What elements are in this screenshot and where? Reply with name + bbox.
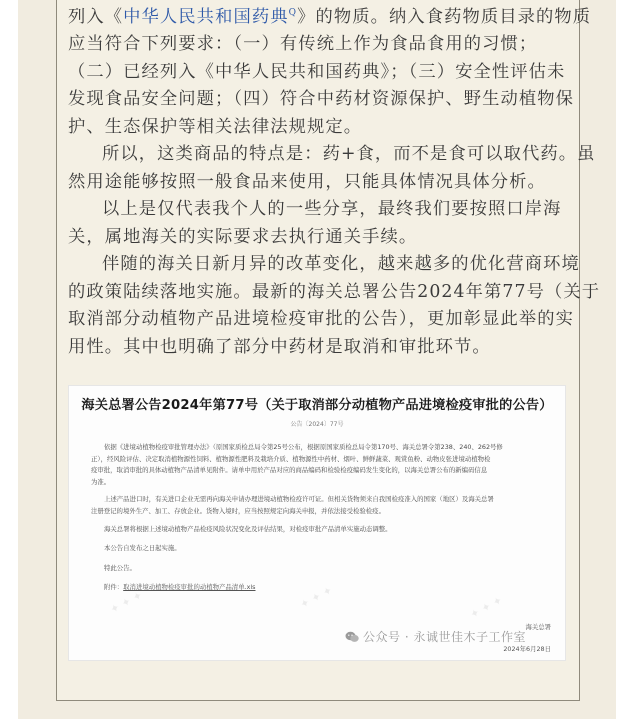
p2-line-1: 所以，这类商品的特点是：药+食，而不是食可以取代药。虽 bbox=[102, 144, 596, 165]
notice-title: 海关总署公告2024年第77号（关于取消部分动植物产品进境检疫审批的公告） bbox=[81, 398, 553, 413]
notice-code: 公告〔2024〕77号 bbox=[290, 421, 344, 428]
paragraph-2 bbox=[68, 141, 596, 196]
search-hint-marker[interactable]: Q bbox=[288, 8, 298, 18]
p3-line-1: 以上是仅代表我个人的一些分享，最终我们要按照口岸海 bbox=[102, 199, 562, 220]
notice-para-2: 上述产品进口时，有关进口企业无需再向海关申请办理进境动植物检疫许可证。但相关货物须来自我国检疫准入的国家（地区）及海关总署 注册登记的境外生产、加工、存放企业。货物入境时，应当按照规定向海关申报，并依法接受检验检疫。 bbox=[91, 495, 494, 515]
faint-stamp-left: ✦ ✦ ✦ bbox=[107, 588, 145, 617]
p3-line-2: 关，属地海关的实际要求去执行通关手续。 bbox=[68, 226, 418, 247]
sign-date: 2024年6月28日 bbox=[503, 645, 551, 653]
notice-body bbox=[91, 442, 551, 594]
notice-para-3: 海关总署将根据上述境动植物产品检疫风险状况变化及评估结果，对检疫审批产品清单实施动态调整。 bbox=[104, 524, 392, 533]
faint-stamp-right: ✦ ✦ ✦ bbox=[467, 593, 505, 622]
wechat-watermark: 公众号 · 永诚世佳木子工作室 bbox=[345, 628, 526, 645]
faint-stamp-mid: ✦ ✦ ✦ bbox=[297, 583, 335, 612]
p4-line-1: 伴随的海关日新月异的改革变化，越来越多的优化营商环境 bbox=[102, 254, 580, 275]
sign-org: 海关总署 bbox=[525, 623, 551, 631]
p4-line-3: 取消部分动植物产品进境检疫审批的公告），更加彰显此举的实 bbox=[68, 309, 575, 330]
pharmacopoeia-link[interactable]: 中华人民共和国药典 bbox=[123, 6, 289, 27]
notice-para-5: 特此公告。 bbox=[104, 563, 136, 572]
p1-line-3: （二）已经列入《中华人民共和国药典》；（三）安全性评估未 bbox=[68, 61, 566, 82]
p1-line-5: 护、生态保护等相关法律法规规定。 bbox=[68, 116, 363, 137]
p4-line-2: 的政策陆续落地实施。最新的海关总署公告2024年第77号（关于 bbox=[68, 281, 601, 302]
notice-image[interactable] bbox=[68, 385, 566, 661]
notice-attachment: 附件：取消进境动植物检疫审批的动植物产品清单.xls bbox=[104, 583, 256, 592]
p1-line-1: 列入《中华人民共和国药典$^Q$》的物质。纳入食药物质目录的物质 bbox=[68, 6, 592, 27]
p4-line-4: 用性。其中也明确了部分中药材是取消和审批环节。 bbox=[68, 336, 491, 357]
paragraph-3 bbox=[68, 196, 566, 251]
article-body bbox=[68, 0, 601, 361]
attachment-link[interactable]: 取消进境动植物检疫审批的动植物产品清单.xls bbox=[123, 583, 256, 592]
p1-line-2: 应当符合下列要求：（一）有传统上作为食品食用的习惯； bbox=[68, 34, 538, 55]
p2-line-2: 然用途能够按照一般食品来使用，只能具体情况具体分析。 bbox=[68, 171, 546, 192]
paragraph-1 bbox=[68, 0, 592, 141]
notice-para-4: 本公告自发布之日起实施。 bbox=[104, 544, 181, 553]
paragraph-4 bbox=[68, 251, 601, 361]
wechat-icon bbox=[345, 631, 359, 643]
notice-para-1: 依据《进境动植物检疫审批管理办法》（原国家质检总局令第25号公布，根据原国家质检总局令第170号、海关总署令第238、240、262号修 正），经风险评估、决定取消植物源性饲料、植物源性肥料及栽培介质、植物源性中药材、烟叶、鲜鲜蔬菜、观赏鱼粉、动物皮张进境动植物检 疫审批，取消审批的具体动植物产品清单见附件。请单中用於产品对应的商品编码和检验检疫编码发生变化的，以海关总署公布的新编码信息 为准。 bbox=[91, 443, 503, 486]
p1-line-4: 发现食品安全问题；（四）符合中药材资源保护、野生动植物保 bbox=[68, 89, 575, 110]
